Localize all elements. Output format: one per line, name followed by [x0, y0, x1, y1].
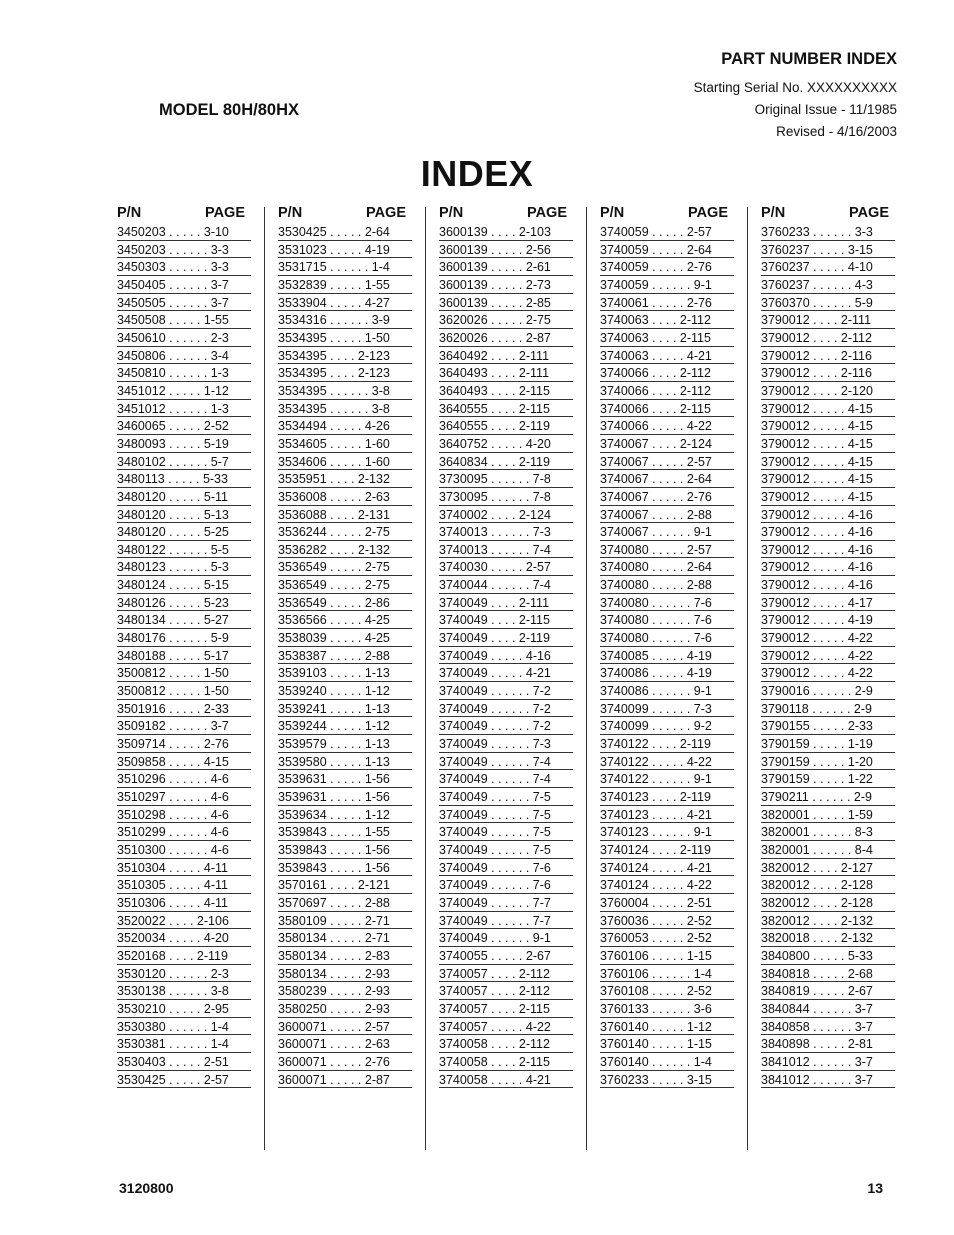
index-entry: 3539580 . . . . . 1-13 — [278, 753, 412, 771]
index-entry: 3790012 . . . . 2-116 — [761, 364, 895, 382]
index-entry: 3820018 . . . . 2-132 — [761, 929, 895, 947]
index-entry: 3510305 . . . . . 4-11 — [117, 876, 251, 894]
index-entry: 3450810 . . . . . . 1-3 — [117, 364, 251, 382]
index-entry: 3740057 . . . . 2-115 — [439, 1000, 573, 1018]
index-entry: 3620026 . . . . . 2-75 — [439, 311, 573, 329]
index-entry: 3760036 . . . . . 2-52 — [600, 912, 734, 930]
index-entry: 3841012 . . . . . . 3-7 — [761, 1053, 895, 1071]
column-header — [439, 203, 573, 223]
index-entry: 3790155 . . . . . 2-33 — [761, 717, 895, 735]
index-entry: 3790159 . . . . . 1-19 — [761, 735, 895, 753]
index-entry: 3740049 . . . . 2-119 — [439, 629, 573, 647]
index-entry: 3480126 . . . . . 5-23 — [117, 594, 251, 612]
index-entry: 3640492 . . . . 2-111 — [439, 347, 573, 365]
index-entry: 3450203 . . . . . . 3-3 — [117, 241, 251, 259]
index-entry: 3740059 . . . . . 2-64 — [600, 241, 734, 259]
index-entry: 3620026 . . . . . 2-87 — [439, 329, 573, 347]
index-entry: 3450505 . . . . . . 3-7 — [117, 294, 251, 312]
index-entry: 3760237 . . . . . . 4-3 — [761, 276, 895, 294]
index-entry: 3538039 . . . . . 4-25 — [278, 629, 412, 647]
index-entry: 3840819 . . . . . 2-67 — [761, 982, 895, 1000]
index-entry: 3790118 . . . . . . 2-9 — [761, 700, 895, 718]
index-entry: 3740066 . . . . 2-112 — [600, 382, 734, 400]
index-entry: 3740049 . . . . . . 7-6 — [439, 859, 573, 877]
index-entry: 3790012 . . . . 2-112 — [761, 329, 895, 347]
index-entry: 3740058 . . . . 2-115 — [439, 1053, 573, 1071]
index-entry: 3790012 . . . . . 4-16 — [761, 523, 895, 541]
index-entry: 3520034 . . . . . 4-20 — [117, 929, 251, 947]
index-columns — [117, 203, 899, 1150]
index-entry: 3740049 . . . . . . 7-2 — [439, 682, 573, 700]
index-entry: 3760233 . . . . . . 3-3 — [761, 223, 895, 241]
index-entry: 3510300 . . . . . . 4-6 — [117, 841, 251, 859]
index-entry: 3480123 . . . . . . 5-3 — [117, 558, 251, 576]
index-entry: 3509182 . . . . . . 3-7 — [117, 717, 251, 735]
index-entry: 3740055 . . . . . 2-67 — [439, 947, 573, 965]
column-header-page: PAGE — [687, 205, 728, 221]
column-header — [117, 203, 251, 223]
index-entry: 3536244 . . . . . 2-75 — [278, 523, 412, 541]
index-entry: 3539843 . . . . . 1-55 — [278, 823, 412, 841]
index-entry: 3539103 . . . . . 1-13 — [278, 664, 412, 682]
index-entry: 3600139 . . . . . 2-56 — [439, 241, 573, 259]
index-entry: 3820012 . . . . 2-128 — [761, 894, 895, 912]
index-entry: 3600071 . . . . . 2-76 — [278, 1053, 412, 1071]
column-header-pn: P/N — [600, 205, 625, 221]
index-entry: 3740122 . . . . . . 9-1 — [600, 770, 734, 788]
index-entry: 3760106 . . . . . . 1-4 — [600, 965, 734, 983]
index-entry: 3510298 . . . . . . 4-6 — [117, 806, 251, 824]
index-entry: 3740124 . . . . . 4-21 — [600, 859, 734, 877]
index-entry: 3640493 . . . . 2-115 — [439, 382, 573, 400]
index-entry: 3600071 . . . . . 2-57 — [278, 1018, 412, 1036]
column-header-pn: P/N — [761, 205, 786, 221]
column-header — [600, 203, 734, 223]
index-entry: 3539241 . . . . . 1-13 — [278, 700, 412, 718]
index-entry: 3539634 . . . . . 1-12 — [278, 806, 412, 824]
index-entry: 3600139 . . . . . 2-61 — [439, 258, 573, 276]
index-entry: 3740049 . . . . . . 7-5 — [439, 841, 573, 859]
index-entry: 3640752 . . . . . 4-20 — [439, 435, 573, 453]
index-entry: 3450508 . . . . . 1-55 — [117, 311, 251, 329]
index-entry: 3740067 . . . . . 2-57 — [600, 453, 734, 471]
index-entry: 3460065 . . . . . 2-52 — [117, 417, 251, 435]
index-entry: 3530425 . . . . . 2-64 — [278, 223, 412, 241]
index-entry: 3539240 . . . . . 1-12 — [278, 682, 412, 700]
index-entry: 3480188 . . . . . 5-17 — [117, 647, 251, 665]
index-entry: 3536088 . . . . 2-131 — [278, 506, 412, 524]
index-entry: 3740049 . . . . . 4-21 — [439, 664, 573, 682]
index-entry: 3740080 . . . . . 2-88 — [600, 576, 734, 594]
index-entry: 3740049 . . . . . . 7-6 — [439, 876, 573, 894]
index-entry: 3534606 . . . . . 1-60 — [278, 453, 412, 471]
index-entry: 3600139 . . . . . 2-85 — [439, 294, 573, 312]
index-entry: 3536008 . . . . . 2-63 — [278, 488, 412, 506]
index-entry: 3740067 . . . . . . 9-1 — [600, 523, 734, 541]
index-entry: 3509714 . . . . . 2-76 — [117, 735, 251, 753]
index-entry: 3500812 . . . . . 1-50 — [117, 664, 251, 682]
index-entry: 3760140 . . . . . 1-15 — [600, 1035, 734, 1053]
index-entry: 3480093 . . . . . 5-19 — [117, 435, 251, 453]
index-entry: 3530120 . . . . . . 2-3 — [117, 965, 251, 983]
column-header-pn: P/N — [278, 205, 303, 221]
index-entry: 3534395 . . . . . 1-50 — [278, 329, 412, 347]
index-entry: 3510306 . . . . . 4-11 — [117, 894, 251, 912]
index-entry: 3530210 . . . . . 2-95 — [117, 1000, 251, 1018]
index-entry: 3450203 . . . . . 3-10 — [117, 223, 251, 241]
index-entry: 3740059 . . . . . . 9-1 — [600, 276, 734, 294]
index-entry: 3740049 . . . . . . 7-4 — [439, 770, 573, 788]
index-entry: 3534395 . . . . 2-123 — [278, 347, 412, 365]
index-entry: 3501916 . . . . . 2-33 — [117, 700, 251, 718]
index-entry: 3790159 . . . . . 1-20 — [761, 753, 895, 771]
index-entry: 3740067 . . . . . 2-88 — [600, 506, 734, 524]
page-title: INDEX — [420, 153, 534, 194]
index-entry: 3570697 . . . . . 2-88 — [278, 894, 412, 912]
index-entry: 3740123 . . . . . 4-21 — [600, 806, 734, 824]
index-entry: 3740086 . . . . . 4-19 — [600, 664, 734, 682]
column-header — [761, 203, 895, 223]
index-entry: 3536566 . . . . . 4-25 — [278, 611, 412, 629]
index-entry: 3740063 . . . . . 4-21 — [600, 347, 734, 365]
index-entry: 3740123 . . . . 2-119 — [600, 788, 734, 806]
index-entry: 3539843 . . . . . 1-56 — [278, 859, 412, 877]
index-entry: 3740086 . . . . . . 9-1 — [600, 682, 734, 700]
index-entry: 3730095 . . . . . . 7-8 — [439, 470, 573, 488]
index-entry: 3536549 . . . . . 2-86 — [278, 594, 412, 612]
model-name: MODEL 80H/80HX — [159, 101, 299, 119]
index-entry: 3520168 . . . . 2-119 — [117, 947, 251, 965]
index-entry: 3450303 . . . . . . 3-3 — [117, 258, 251, 276]
index-entry: 3760004 . . . . . 2-51 — [600, 894, 734, 912]
index-entry: 3790012 . . . . . 4-15 — [761, 400, 895, 418]
index-entry: 3450610 . . . . . . 2-3 — [117, 329, 251, 347]
index-entry: 3600139 . . . . . 2-73 — [439, 276, 573, 294]
index-entry: 3820012 . . . . 2-128 — [761, 876, 895, 894]
index-entry: 3790012 . . . . . 4-16 — [761, 506, 895, 524]
index-entry: 3580134 . . . . . 2-71 — [278, 929, 412, 947]
index-entry: 3760233 . . . . . 3-15 — [600, 1071, 734, 1089]
index-entry: 3640555 . . . . 2-119 — [439, 417, 573, 435]
index-entry: 3790012 . . . . . 4-15 — [761, 488, 895, 506]
index-entry: 3840858 . . . . . . 3-7 — [761, 1018, 895, 1036]
page-header — [694, 50, 897, 143]
index-entry: 3740058 . . . . . 4-21 — [439, 1071, 573, 1089]
index-entry: 3820001 . . . . . . 8-3 — [761, 823, 895, 841]
index-column — [117, 203, 251, 1150]
section-title: PART NUMBER INDEX — [721, 50, 897, 68]
index-entry: 3534605 . . . . . 1-60 — [278, 435, 412, 453]
index-entry: 3840800 . . . . . 5-33 — [761, 947, 895, 965]
index-entry: 3790012 . . . . . 4-16 — [761, 541, 895, 559]
index-entry: 3480120 . . . . . 5-25 — [117, 523, 251, 541]
index-entry: 3820001 . . . . . . 8-4 — [761, 841, 895, 859]
index-entry: 3740123 . . . . . . 9-1 — [600, 823, 734, 841]
index-entry: 3740067 . . . . 2-124 — [600, 435, 734, 453]
index-entry: 3790012 . . . . . 4-22 — [761, 647, 895, 665]
index-entry: 3539579 . . . . . 1-13 — [278, 735, 412, 753]
index-entry: 3740080 . . . . . . 7-6 — [600, 594, 734, 612]
index-column — [278, 203, 412, 1150]
index-entry: 3740049 . . . . . . 7-2 — [439, 700, 573, 718]
index-entry: 3740058 . . . . 2-112 — [439, 1035, 573, 1053]
index-entry: 3539631 . . . . . 1-56 — [278, 770, 412, 788]
index-entry: 3760237 . . . . . 3-15 — [761, 241, 895, 259]
index-entry: 3740063 . . . . 2-115 — [600, 329, 734, 347]
index-entry: 3509858 . . . . . 4-15 — [117, 753, 251, 771]
index-entry: 3480122 . . . . . . 5-5 — [117, 541, 251, 559]
index-entry: 3536282 . . . . 2-132 — [278, 541, 412, 559]
index-entry: 3790012 . . . . . 4-15 — [761, 435, 895, 453]
index-entry: 3790159 . . . . . 1-22 — [761, 770, 895, 788]
index-entry: 3840844 . . . . . . 3-7 — [761, 1000, 895, 1018]
index-entry: 3640834 . . . . 2-119 — [439, 453, 573, 471]
index-entry: 3510299 . . . . . . 4-6 — [117, 823, 251, 841]
original-issue: Original Issue - 11/1985 — [754, 102, 897, 117]
index-entry: 3790016 . . . . . . 2-9 — [761, 682, 895, 700]
doc-number: 3120800 — [119, 1180, 174, 1196]
index-entry: 3480120 . . . . . 5-11 — [117, 488, 251, 506]
index-entry: 3760140 . . . . . 1-12 — [600, 1018, 734, 1036]
index-entry: 3740013 . . . . . . 7-4 — [439, 541, 573, 559]
index-entry: 3500812 . . . . . 1-50 — [117, 682, 251, 700]
index-entry: 3480113 . . . . . 5-33 — [117, 470, 251, 488]
index-entry: 3532839 . . . . . 1-55 — [278, 276, 412, 294]
index-entry: 3450806 . . . . . . 3-4 — [117, 347, 251, 365]
index-entry: 3790012 . . . . 2-116 — [761, 347, 895, 365]
index-entry: 3740049 . . . . . . 9-1 — [439, 929, 573, 947]
index-entry: 3740044 . . . . . . 7-4 — [439, 576, 573, 594]
index-entry: 3480124 . . . . . 5-15 — [117, 576, 251, 594]
index-entry: 3539244 . . . . . 1-12 — [278, 717, 412, 735]
column-header-page: PAGE — [526, 205, 567, 221]
index-entry: 3760053 . . . . . 2-52 — [600, 929, 734, 947]
index-entry: 3820012 . . . . 2-132 — [761, 912, 895, 930]
index-entry: 3760237 . . . . . 4-10 — [761, 258, 895, 276]
index-entry: 3740124 . . . . . 4-22 — [600, 876, 734, 894]
index-entry: 3534316 . . . . . . 3-9 — [278, 311, 412, 329]
index-entry: 3534494 . . . . . 4-26 — [278, 417, 412, 435]
index-entry: 3510296 . . . . . . 4-6 — [117, 770, 251, 788]
index-entry: 3740057 . . . . 2-112 — [439, 965, 573, 983]
index-entry: 3740085 . . . . . 4-19 — [600, 647, 734, 665]
index-entry: 3740067 . . . . . 2-76 — [600, 488, 734, 506]
index-column — [439, 203, 573, 1150]
index-entry: 3790012 . . . . 2-120 — [761, 382, 895, 400]
column-header-page: PAGE — [848, 205, 889, 221]
index-entry: 3820001 . . . . . 1-59 — [761, 806, 895, 824]
index-entry: 3760108 . . . . . 2-52 — [600, 982, 734, 1000]
index-entry: 3730095 . . . . . . 7-8 — [439, 488, 573, 506]
index-entry: 3790012 . . . . . 4-17 — [761, 594, 895, 612]
index-entry: 3740066 . . . . 2-112 — [600, 364, 734, 382]
index-entry: 3570161 . . . . 2-121 — [278, 876, 412, 894]
index-entry: 3740057 . . . . . 4-22 — [439, 1018, 573, 1036]
index-entry: 3790012 . . . . . 4-16 — [761, 558, 895, 576]
index-entry: 3740049 . . . . 2-111 — [439, 594, 573, 612]
column-header-page: PAGE — [365, 205, 406, 221]
index-entry: 3520022 . . . . 2-106 — [117, 912, 251, 930]
index-entry: 3840818 . . . . . 2-68 — [761, 965, 895, 983]
index-entry: 3740099 . . . . . . 7-3 — [600, 700, 734, 718]
index-entry: 3530381 . . . . . . 1-4 — [117, 1035, 251, 1053]
index-entry: 3480176 . . . . . . 5-9 — [117, 629, 251, 647]
index-entry: 3820012 . . . . 2-127 — [761, 859, 895, 877]
index-entry: 3480102 . . . . . . 5-7 — [117, 453, 251, 471]
index-entry: 3539631 . . . . . 1-56 — [278, 788, 412, 806]
index-entry: 3790012 . . . . . 4-19 — [761, 611, 895, 629]
index-entry: 3760133 . . . . . . 3-6 — [600, 1000, 734, 1018]
index-entry: 3740002 . . . . 2-124 — [439, 506, 573, 524]
index-entry: 3534395 . . . . 2-123 — [278, 364, 412, 382]
index-entry: 3510297 . . . . . . 4-6 — [117, 788, 251, 806]
column-header-pn: P/N — [117, 205, 142, 221]
index-entry: 3580250 . . . . . 2-93 — [278, 1000, 412, 1018]
index-entry: 3740049 . . . . 2-115 — [439, 611, 573, 629]
index-entry: 3480134 . . . . . 5-27 — [117, 611, 251, 629]
index-entry: 3539843 . . . . . 1-56 — [278, 841, 412, 859]
index-entry: 3580239 . . . . . 2-93 — [278, 982, 412, 1000]
index-entry: 3760370 . . . . . . 5-9 — [761, 294, 895, 312]
index-entry: 3740061 . . . . . 2-76 — [600, 294, 734, 312]
column-header — [278, 203, 412, 223]
index-entry: 3535951 . . . . 2-132 — [278, 470, 412, 488]
index-entry: 3640493 . . . . 2-111 — [439, 364, 573, 382]
index-entry: 3480120 . . . . . 5-13 — [117, 506, 251, 524]
index-entry: 3640555 . . . . 2-115 — [439, 400, 573, 418]
index-entry: 3790012 . . . . . 4-22 — [761, 664, 895, 682]
index-entry: 3740124 . . . . 2-119 — [600, 841, 734, 859]
index-entry: 3740030 . . . . . 2-57 — [439, 558, 573, 576]
index-entry: 3450405 . . . . . . 3-7 — [117, 276, 251, 294]
index-entry: 3740049 . . . . . . 7-2 — [439, 717, 573, 735]
revised-date: Revised - 4/16/2003 — [776, 124, 897, 139]
page-number: 13 — [867, 1180, 883, 1196]
index-entry: 3740049 . . . . . . 7-5 — [439, 806, 573, 824]
index-entry: 3740080 . . . . . 2-64 — [600, 558, 734, 576]
index-entry: 3580134 . . . . . 2-93 — [278, 965, 412, 983]
index-entry: 3740057 . . . . 2-112 — [439, 982, 573, 1000]
index-entry: 3740049 . . . . . 4-16 — [439, 647, 573, 665]
index-entry: 3530425 . . . . . 2-57 — [117, 1071, 251, 1089]
index-entry: 3510304 . . . . . 4-11 — [117, 859, 251, 877]
index-entry: 3534395 . . . . . . 3-8 — [278, 382, 412, 400]
index-entry: 3600139 . . . . 2-103 — [439, 223, 573, 241]
index-entry: 3790012 . . . . . 4-15 — [761, 417, 895, 435]
index-entry: 3760106 . . . . . 1-15 — [600, 947, 734, 965]
index-entry: 3600071 . . . . . 2-63 — [278, 1035, 412, 1053]
index-entry: 3536549 . . . . . 2-75 — [278, 576, 412, 594]
index-entry: 3580134 . . . . . 2-83 — [278, 947, 412, 965]
index-entry: 3740049 . . . . . . 7-5 — [439, 823, 573, 841]
index-entry: 3790012 . . . . . 4-15 — [761, 453, 895, 471]
index-entry: 3790211 . . . . . . 2-9 — [761, 788, 895, 806]
index-entry: 3740122 . . . . 2-119 — [600, 735, 734, 753]
index-entry: 3790012 . . . . . 4-15 — [761, 470, 895, 488]
index-column — [761, 203, 895, 1150]
index-column — [600, 203, 734, 1150]
column-header-page: PAGE — [204, 205, 245, 221]
index-entry: 3740080 . . . . . . 7-6 — [600, 611, 734, 629]
index-entry: 3740013 . . . . . . 7-3 — [439, 523, 573, 541]
index-entry: 3600071 . . . . . 2-87 — [278, 1071, 412, 1089]
index-entry: 3740099 . . . . . . 9-2 — [600, 717, 734, 735]
index-entry: 3740066 . . . . . 4-22 — [600, 417, 734, 435]
index-entry: 3531715 . . . . . . 1-4 — [278, 258, 412, 276]
index-entry: 3740080 . . . . . 2-57 — [600, 541, 734, 559]
index-entry: 3790012 . . . . 2-111 — [761, 311, 895, 329]
index-entry: 3740049 . . . . . . 7-7 — [439, 894, 573, 912]
index-entry: 3740080 . . . . . . 7-6 — [600, 629, 734, 647]
index-entry: 3530403 . . . . . 2-51 — [117, 1053, 251, 1071]
index-entry: 3740067 . . . . . 2-64 — [600, 470, 734, 488]
serial-number: Starting Serial No. XXXXXXXXXX — [693, 80, 897, 95]
index-entry: 3530380 . . . . . . 1-4 — [117, 1018, 251, 1036]
index-entry: 3740063 . . . . 2-112 — [600, 311, 734, 329]
index-entry: 3740049 . . . . . . 7-4 — [439, 753, 573, 771]
index-entry: 3841012 . . . . . . 3-7 — [761, 1071, 895, 1089]
index-entry: 3740049 . . . . . . 7-3 — [439, 735, 573, 753]
index-entry: 3740049 . . . . . . 7-7 — [439, 912, 573, 930]
index-entry: 3740049 . . . . . . 7-5 — [439, 788, 573, 806]
index-entry: 3530138 . . . . . . 3-8 — [117, 982, 251, 1000]
index-entry: 3740059 . . . . . 2-57 — [600, 223, 734, 241]
index-entry: 3538387 . . . . . 2-88 — [278, 647, 412, 665]
index-entry: 3451012 . . . . . 1-12 — [117, 382, 251, 400]
index-entry: 3531023 . . . . . 4-19 — [278, 241, 412, 259]
index-entry: 3760140 . . . . . . 1-4 — [600, 1053, 734, 1071]
index-entry: 3790012 . . . . . 4-16 — [761, 576, 895, 594]
index-entry: 3534395 . . . . . . 3-8 — [278, 400, 412, 418]
index-entry: 3533904 . . . . . 4-27 — [278, 294, 412, 312]
index-entry: 3740122 . . . . . 4-22 — [600, 753, 734, 771]
column-header-pn: P/N — [439, 205, 464, 221]
index-entry: 3536549 . . . . . 2-75 — [278, 558, 412, 576]
index-entry: 3580109 . . . . . 2-71 — [278, 912, 412, 930]
index-entry: 3740066 . . . . 2-115 — [600, 400, 734, 418]
index-entry: 3451012 . . . . . . 1-3 — [117, 400, 251, 418]
index-entry: 3790012 . . . . . 4-22 — [761, 629, 895, 647]
index-entry: 3840898 . . . . . 2-81 — [761, 1035, 895, 1053]
index-entry: 3740059 . . . . . 2-76 — [600, 258, 734, 276]
